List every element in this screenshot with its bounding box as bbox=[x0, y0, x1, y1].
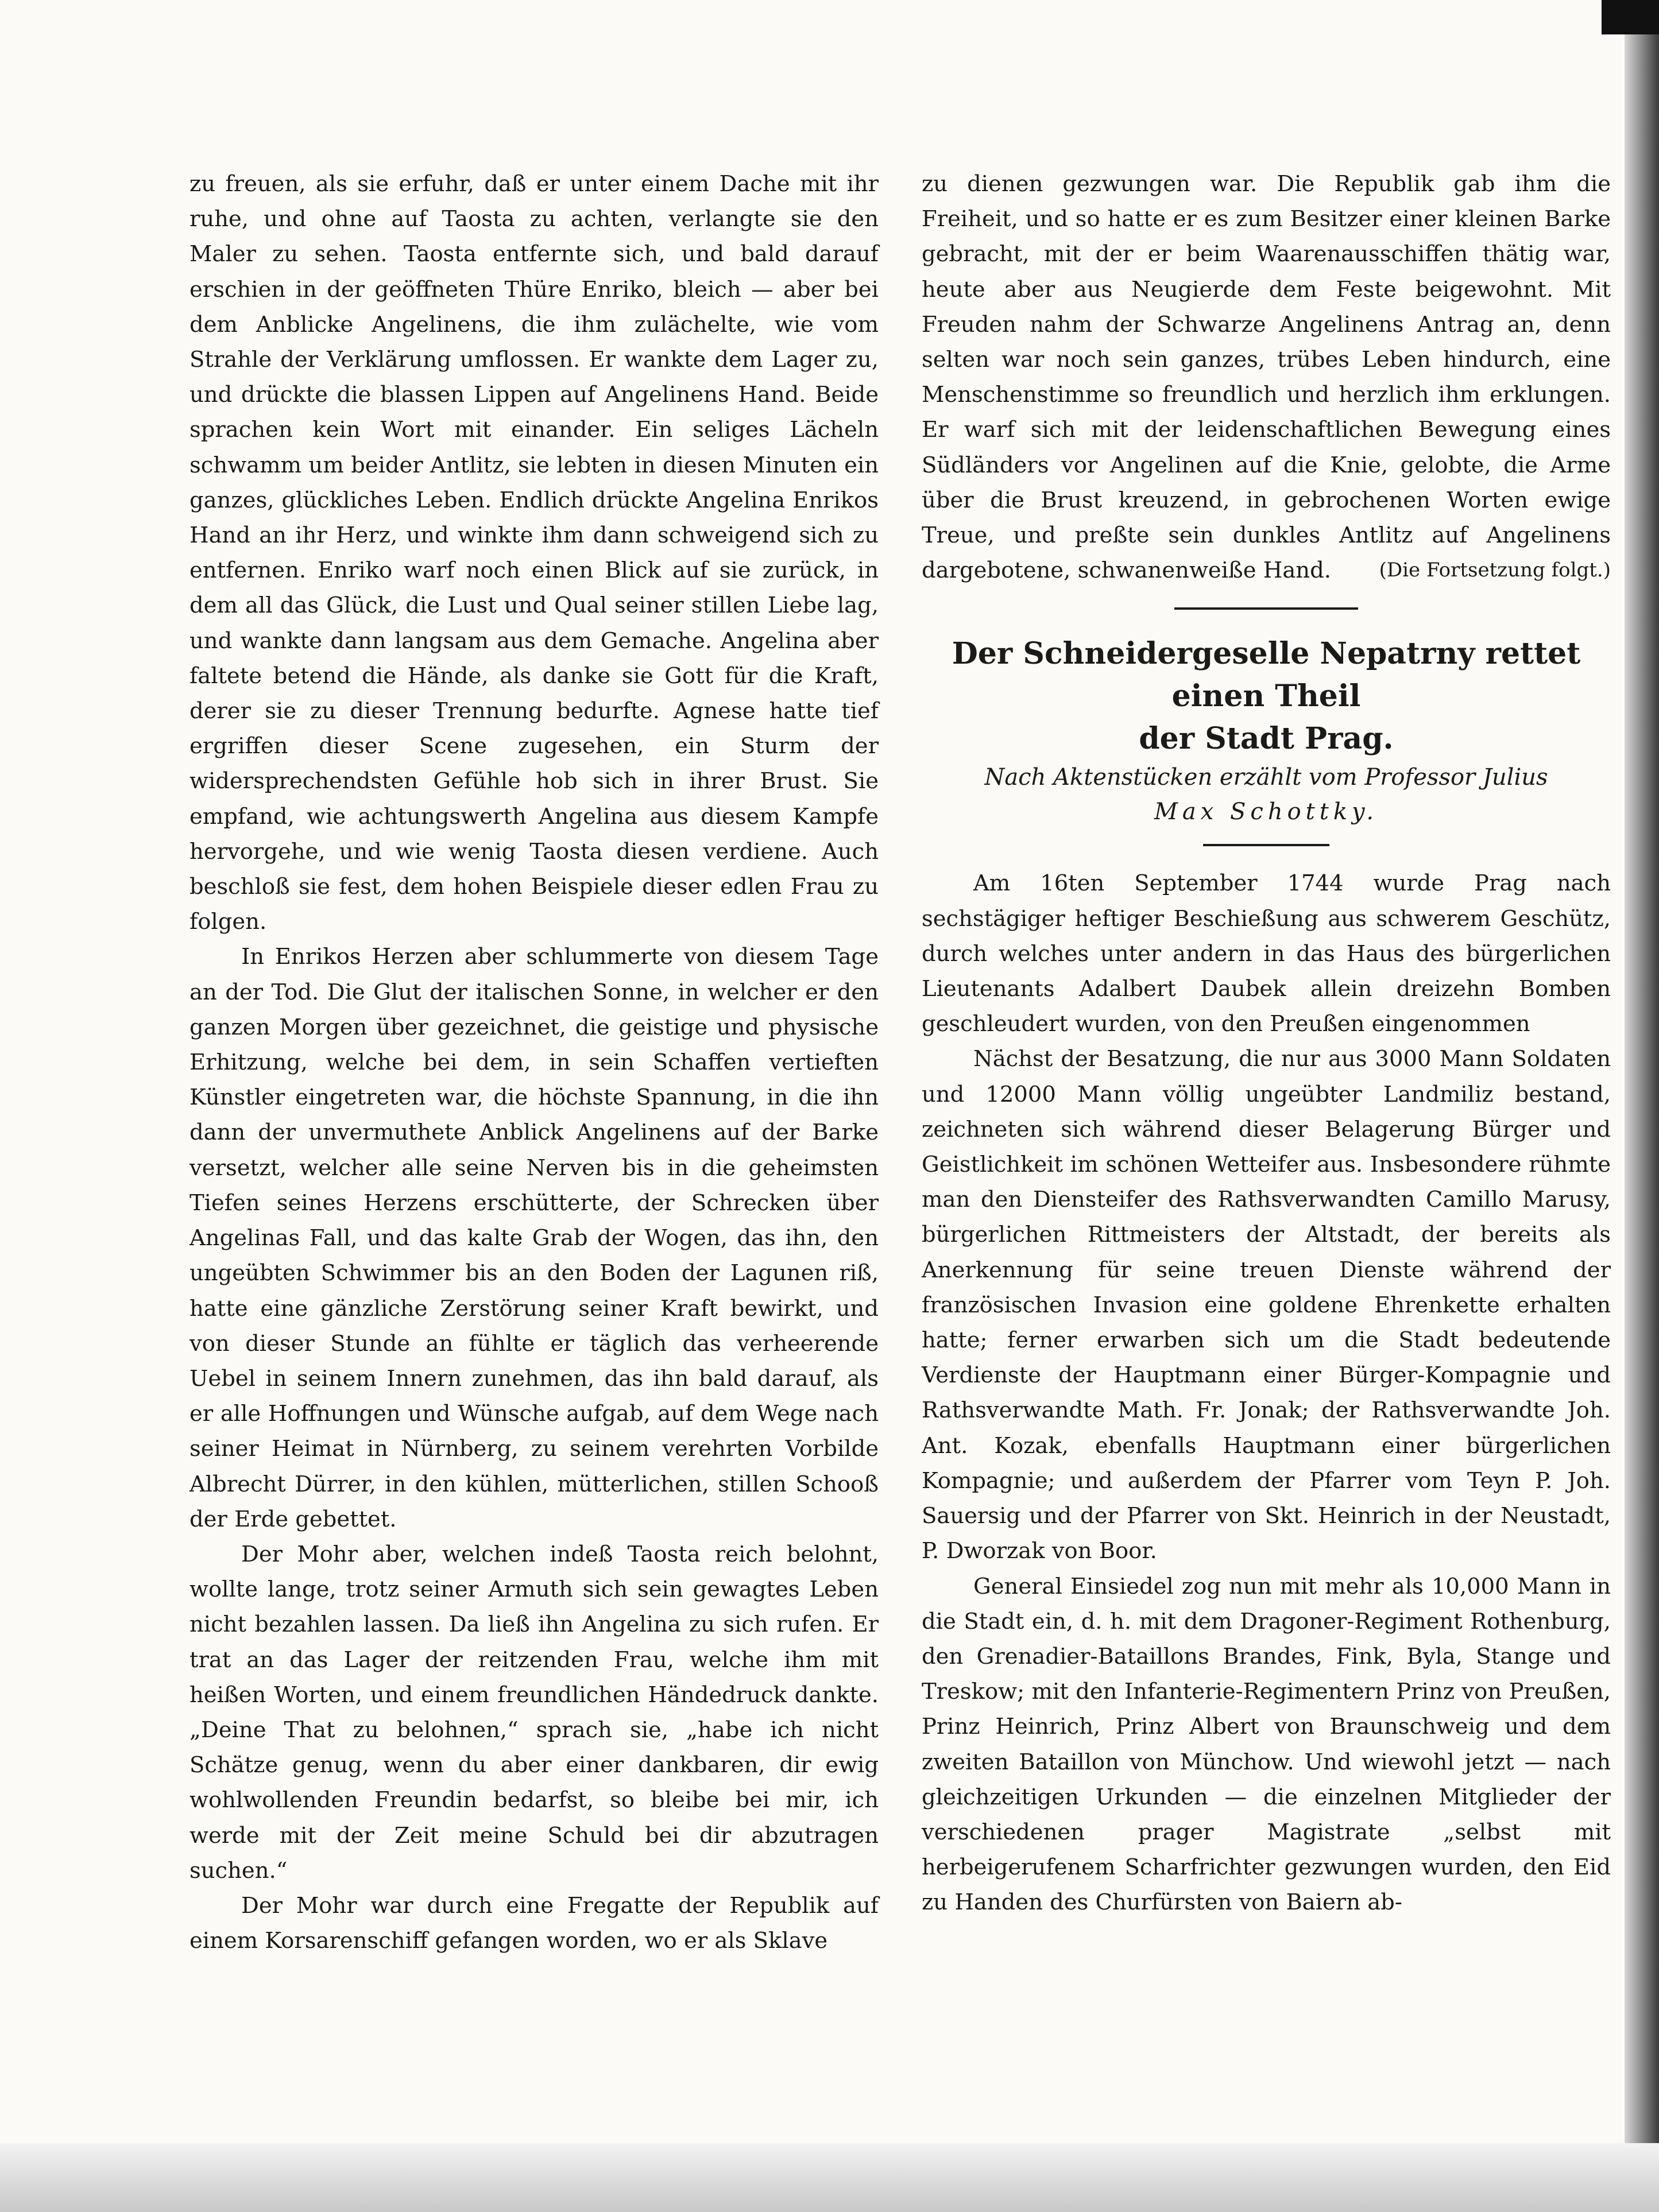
left-paragraph-1: zu freuen, als sie erfuhr, daß er unter einem Dache mit ihr ruhe, und ohne auf Taosta zu achten, verlangte sie den Maler zu sehen. Taosta entfernte sich, und bald darauf erschien in der geöffneten Thüre Enriko, bleich — aber bei dem Anblicke Angelinens, die ihm zulächelte, wie vom Strahle der Verklärung umflossen. Er wankte dem Lager zu, und drückte die blassen Lippen auf Angelinens Hand. Beide sprachen kein Wort mit einander. Ein seliges Lächeln schwamm um beider Antlitz, sie lebten in diesen Minuten ein ganzes, glückliches Leben. Endlich drückte Angelina Enrikos Hand an ihr Herz, und winkte ihm dann schweigend sich zu entfernen. Enriko warf noch einen Blick auf sie zurück, in dem all das Glück, die Lust und Qual seiner stillen Liebe lag, und wankte dann langsam aus dem Gemache. Angelina aber faltete betend die Hände, als danke sie Gott für die Kraft, derer sie zu dieser Trennung bedurfte. Agnese hatte tief ergriffen dieser Scene zugesehen, ein Sturm der widersprechendsten Gefühle hob sich in ihrer Brust. Sie empfand, wie achtungswerth Angelina aus diesem Kampfe hervorgehe, und wie wenig Taosta diesen verdiene. Auch beschloß sie fest, dem hohen Beispiele dieser edlen Frau zu folgen. bbox=[190, 171, 879, 935]
byline-divider bbox=[1203, 844, 1329, 846]
scan-edge-right bbox=[1625, 0, 1659, 2212]
article-paragraph-1: Am 16ten September 1744 wurde Prag nach sechstägiger heftiger Beschießung aus schwerem Geschütz, durch welches unter andern in das Haus des bürgerlichen Lieutenants Adalbert Daubek allein dreizehn Bomben geschleudert wurden, von den Preußen eingenommen bbox=[922, 870, 1611, 1037]
article-paragraph-3: General Einsiedel zog nun mit mehr als 10,000 Mann in die Stadt ein, d. h. mit dem Dragoner-Regiment Rothenburg, den Grenadier-Bataillons Brandes, Fink, Byla, Stange und Treskow; mit den Infanterie-Regimentern Prinz von Preußen, Prinz Heinrich, Prinz Albert von Braunschweig und dem zweiten Bataillon von Münchow. Und wiewohl jetzt — nach gleichzeitigen Urkunden — die einzelnen Mitglieder der verschiedenen prager Magistrate „selbst mit herbeigerufenem Scharfrichter gezwungen wurden, den Eid zu Handen des Churfürsten von Baiern ab- bbox=[922, 1573, 1611, 1916]
article-paragraph-2: Nächst der Besatzung, die nur aus 3000 Mann Soldaten und 12000 Mann völlig ungeübter Landmiliz bestand, zeichneten sich während dieser Belagerung Bürger und Geistlichkeit im schönen Wetteifer aus. Insbesondere rühmte man den Diensteifer des Rathsverwandten Camillo Marusy, bürgerlichen Rittmeisters der Altstadt, der bereits als Anerkennung für seine treuen Dienste während der französischen Invasion eine goldene Ehrenkette erhalten hatte; ferner erwarben sich um die Stadt bedeutende Verdienste der Hauptmann einer Bürger-Kompagnie und Rathsverwandte Math. Fr. Jonak; der Rathsverwandte Joh. Ant. Kozak, ebenfalls Hauptmann einer bürgerlichen Kompagnie; und außerdem der Pfarrer vom Teyn P. Joh. Sauersig und der Pfarrer von Skt. Heinrich in der Neustadt, P. Dworzak von Boor. bbox=[922, 1046, 1611, 1564]
left-paragraph-4: Der Mohr war durch eine Fregatte der Republik auf einem Korsarenschiff gefangen worden, wo er als Sklave bbox=[190, 1892, 879, 1954]
article-title bbox=[922, 633, 1611, 760]
right-column bbox=[922, 166, 1611, 1920]
byline-line-2: Max Schottky. bbox=[1154, 799, 1379, 826]
left-column bbox=[190, 166, 879, 1958]
article-title-line-2: der Stadt Prag. bbox=[1139, 721, 1394, 757]
section-divider bbox=[1174, 607, 1358, 610]
story-continuation-text: zu dienen gezwungen war. Die Republik gab ihm die Freiheit, und so hatte er es zum Besitzer einer kleinen Barke gebracht, mit der er beim Waarenausschiffen thätig war, heute aber aus Neugierde dem Feste beigewohnt. Mit Freuden nahm der Schwarze Angelinens Antrag an, denn selten war noch sein ganzes, trübes Leben hindurch, eine Menschenstimme so freundlich und herzlich ihm erklungen. Er warf sich mit der leidenschaftlichen Bewegung eines Südländers vor Angelinen auf die Knie, gelobte, die Arme über die Brust kreuzend, in gebrochenen Worten ewige Treue, und preßte sein dunkles Antlitz auf Angelinens dargebotene, schwanenweiße Hand. bbox=[922, 171, 1611, 584]
continuation-note: (Die Fortsetzung folgt.) bbox=[1379, 559, 1611, 582]
left-paragraph-2: In Enrikos Herzen aber schlummerte von diesem Tage an der Tod. Die Glut der italischen Sonne, in welcher er den ganzen Morgen über gezeichnet, die geistige und physische Erhitzung, welche bei dem, in sein Schaffen vertieften Künstler eingetreten war, die höchste Spannung, in die ihn dann der unvermuthete Anblick Angelinens auf der Barke versetzt, welcher alle seine Nerven bis in die geheimsten Tiefen seines Herzens erschütterte, der Schrecken über Angelinas Fall, und das kalte Grab der Wogen, das ihn, den ungeübten Schwimmer bis an den Boden der Lagunen riß, hatte eine gänzliche Zerstörung seiner Kraft bewirkt, und von dieser Stunde an fühlte er täglich das verheerende Uebel in seinem Innern zunehmen, das ihn bald darauf, als er alle Hoffnungen und Wünsche aufgab, auf dem Wege nach seiner Heimat in Nürnberg, zu seinem verehrten Vorbilde Albrecht Dürrer, in den kühlen, mütterlichen, stillen Schooß der Erde gebettet. bbox=[190, 944, 879, 1532]
article-title-line-1: Der Schneidergeselle Nepatrny rettet einen Theil bbox=[952, 636, 1581, 714]
scan-edge-bottom bbox=[0, 2143, 1659, 2212]
article-byline bbox=[922, 760, 1611, 829]
byline-line-1: Nach Aktenstücken erzählt vom Professor Julius bbox=[984, 764, 1548, 791]
scan-corner-shadow bbox=[1602, 0, 1659, 34]
left-paragraph-3: Der Mohr aber, welchen indeß Taosta reich belohnt, wollte lange, trotz seiner Armuth sich sein gewagtes Leben nicht bezahlen lassen. Da ließ ihn Angelina zu sich rufen. Er trat an das Lager der reitzenden Frau, welche ihm mit heißen Worten, und einem freundlichen Händedruck dankte. „Deine That zu belohnen,“ sprach sie, „habe ich nicht Schätze genug, wenn du aber einer dankbaren, dir ewig wohlwollenden Freundin bedarfst, so bleibe bei mir, ich werde mit der Zeit meine Schuld bei dir abzutragen suchen.“ bbox=[190, 1541, 879, 1884]
story-continuation bbox=[922, 166, 1611, 588]
